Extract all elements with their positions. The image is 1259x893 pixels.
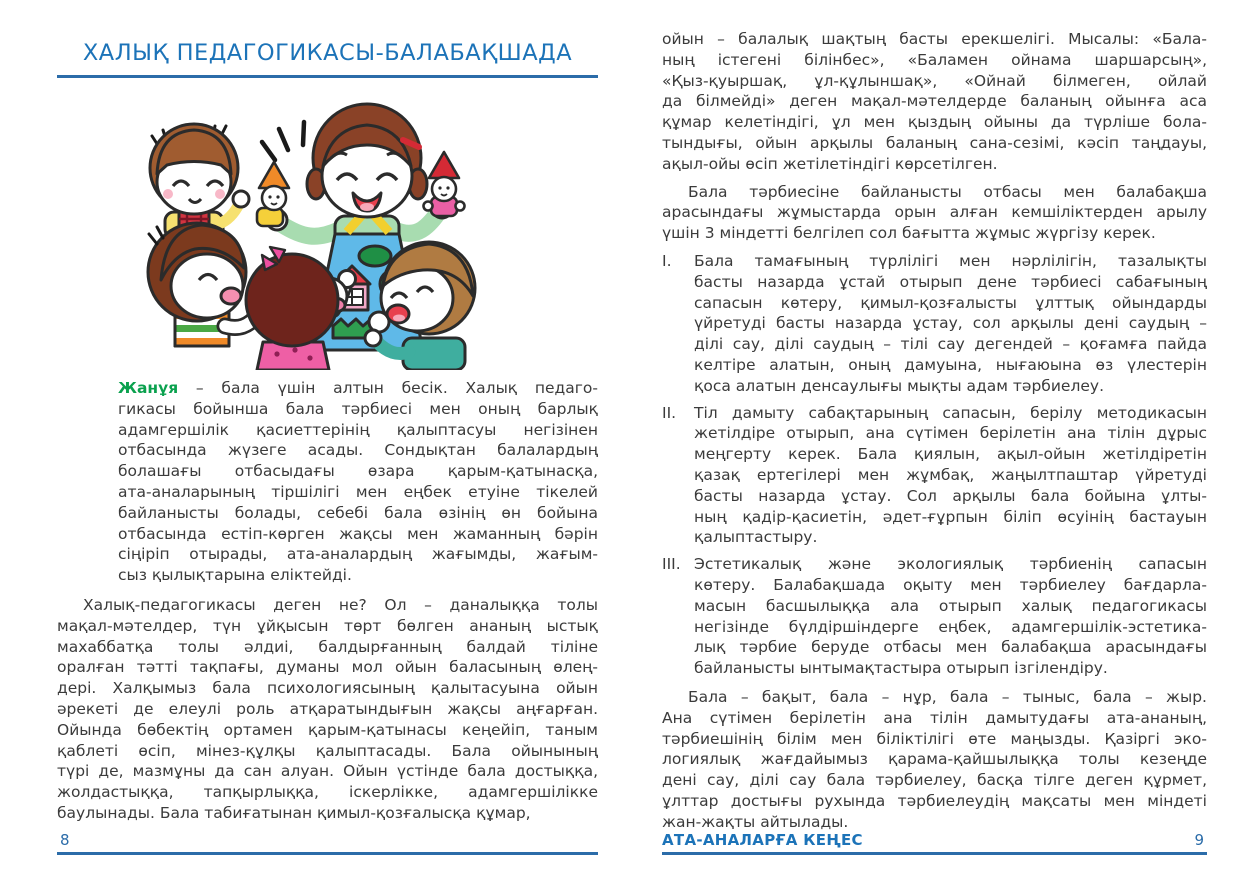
task-item-1-marker: I. (662, 251, 672, 270)
text-line: оралған тәтті тақпағы, думаны мол ойын баласының өлең- (57, 658, 598, 677)
finger-puppet-orange (257, 162, 289, 226)
text-line: ақыл-ойы өсіп жетілетіндігі көрсетілген. (662, 154, 998, 173)
footer-section-label: АТА-АНАЛАРҒА КЕҢЕС (662, 831, 863, 849)
text-line: қаблеті өсіп, мінез-құлқы қалыптасады. Бала ойынының (57, 741, 598, 760)
lead-word: Жанұя (118, 379, 179, 397)
page-title-rule (57, 40, 598, 78)
text-line: баулынады. Бала табиғатынан қимыл-қозғалысқа құмар, (57, 803, 531, 822)
text-line: меңгерту керек. Бала қиялын, ақыл-ойын жетілдіретін (694, 445, 1207, 464)
text-line: масын басшылыққа ала отырып халық педагогикасы (694, 596, 1207, 615)
text-line: қалыптастыру. (694, 528, 818, 547)
page-number-left: 8 (60, 831, 70, 849)
text-line: қазақ ертегілері мен жұмбақ, жаңылтпаштар үйретуді (694, 465, 1207, 484)
page-right (662, 0, 1207, 893)
closing-paragraph (662, 687, 1207, 833)
text-line: адамгершілік қасиеттерінің қалыптасуы негізінен (118, 420, 598, 439)
text-line: логиялық жағдайымыз қарама-қайшылыққа толы кезеңде (662, 750, 1207, 769)
text-line: басты назарда ұстай отырып дене тәрбиесі сабағының (694, 272, 1207, 291)
page-number-right: 9 (1194, 831, 1204, 849)
lead-line-rest: – бала үшін алтын бесік. Халық педаго- (178, 379, 598, 397)
emphasis-strokes (262, 122, 304, 160)
text-line: ділі сау, ділі саудың – тілі сау дегендей – қоғамға пайда (694, 335, 1207, 354)
task-item-2-text (694, 403, 1207, 549)
child-girl-pigtails (150, 124, 249, 238)
footer-right (662, 831, 1207, 855)
task-item-3-text (694, 554, 1207, 679)
footer-left (57, 831, 598, 855)
text-line: Ойында бөбектің ортамен қарым-қатынасы кеңейіп, таным (57, 720, 598, 739)
text-line: отбасында жүзеге асады. Сондықтан балалардың (118, 441, 598, 460)
text-line: сіңіріп отырады, ата-аналардың жағымды, жағым- (118, 545, 598, 564)
task-item-3-marker: III. (662, 555, 681, 574)
task-item-2-marker: II. (662, 403, 677, 422)
text-line: Бала тәрбиесіне байланысты отбасы мен балабақша (688, 182, 1207, 201)
text-line: Эстетикалық және экологиялық тәрбиенің сапасын (694, 555, 1207, 574)
text-line: басты назарда ұстау. Сол арқылы бала бойына ұлты- (694, 486, 1207, 505)
text-line: негізінде бүлдіршіндерге еңбек, адамгершілік-эстетика- (694, 617, 1207, 636)
text-line: «Қыз-қуыршақ, ұл-құлыншақ», «Ойнай білмеген, ойлай (662, 71, 1207, 90)
text-line: байланысты ынтымақтастыра отырып ізгілендіру. (694, 659, 1108, 678)
text-line: дені сау, ділі сау бала тәрбиелеу, басқа тілге деген құрмет, (662, 771, 1207, 790)
family-paragraph (118, 378, 598, 586)
tasks-intro-paragraph (662, 182, 1207, 244)
text-line: көтеру. Балабақшада оқыту мен тәрбиелеу бағдарла- (694, 575, 1207, 594)
text-line: махаббатқа толы әлдиі, балдырғанның балдай тіліне (57, 637, 598, 656)
text-line: әрекеті де елеулі роль атқаратындығын жақсы аңғарған. (57, 699, 598, 718)
text-line: арасындағы жұмыстарда орын алған кемшіліктерден арылу (662, 203, 1207, 222)
task-item-2 (662, 403, 1207, 549)
text-line (118, 378, 598, 399)
text-line: үйретуді басты назарда ұстау, сол арқылы дені саудың – (694, 314, 1207, 333)
text-line: да білмейді» деген мақал-мәтелдерде баланың ойынға аса (662, 92, 1207, 111)
task-item-1-text (694, 251, 1207, 397)
text-line: Бала – бақыт, бала – нұр, бала – тыныс, бала – жыр. (688, 687, 1207, 706)
text-line: ойын – балалық шақтың басты ерекшелігі. Мысалы: «Бала- (662, 30, 1207, 48)
text-line: келтіре алатын, оның дамуына, нығаюына өз үлестерін (694, 355, 1207, 374)
text-line: Тіл дамыту сабақтарының сапасын, берілу методикасын (694, 403, 1207, 422)
text-line: ның істегені білінбес», «Баламен ойнама шаршарсың», (662, 50, 1207, 69)
text-line: ата-аналарының тіршілігі мен еңбек етуіне тікелей (118, 482, 598, 501)
task-item-3 (662, 554, 1207, 679)
right-text-column (662, 29, 1207, 839)
text-line: қоса алатын денсаулығы мықты адам тәрбиелеу. (694, 376, 1105, 395)
text-line: ның қадір-қасиетін, әдет-ғұрпын біліп өсуінің бастауын (694, 507, 1207, 526)
text-line: болашағы отбасыдағы өзара қарым-қатынасқа, (118, 462, 598, 481)
task-item-1 (662, 251, 1207, 397)
text-line: жан-жақты айтылады. (662, 812, 849, 831)
folk-pedagogy-paragraph (57, 595, 598, 824)
kindergarten-illustration (107, 98, 551, 370)
text-line: лық тәрбие беруде отбасы мен балабақша арасындағы (694, 638, 1207, 657)
text-line: Ана сүтімен берілетін ана тілін дамытудағы ата-ананың, (662, 708, 1207, 727)
text-line: сыз қылықтарына еліктейді. (118, 566, 352, 585)
page-title: ХАЛЫҚ ПЕДАГОГИКАСЫ-БАЛАБАҚШАДА (82, 40, 573, 66)
text-line: тәрбиешінің білім мен біліктілігі өте маңызды. Қазіргі эко- (662, 729, 1207, 748)
text-line: үшін 3 міндетті белгілеп сол бағытта жұмыс жүргізу керек. (662, 224, 1156, 243)
text-line: құмар келетіндігі, ұл мен қыздың ойыны да түрліше бола- (662, 113, 1207, 132)
text-line: Бала тамағының түрлілігі мен нәрлілігін, тазалықты (694, 251, 1207, 270)
text-line: Халық-педагогикасы деген не? Ол – даналыққа толы (83, 596, 598, 614)
text-line: тындығы, ойын арқылы баланың сана-сезімі, кәсіп таңдауы, (662, 133, 1207, 152)
text-line: байланысты болады, себебі бала өзінің өн бойына (118, 503, 598, 522)
text-line: ұлттар достығы рухында тәрбиелеудің мақсаты мен міндеті (662, 791, 1207, 810)
text-line: түрі де, мазмұны да сан алуан. Ойын үстінде бала достыққа, (57, 762, 598, 781)
text-line: мақал-мәтелдер, түн ұйқысын төрт бөлген ананың ыстық (57, 616, 598, 635)
text-line: гикасы бойынша бала тәрбиесі мен оның барлық (118, 399, 598, 418)
page-left (57, 0, 598, 893)
play-paragraph (662, 29, 1207, 175)
text-line: жолдастыққа, тапқырлыққа, іскерлікке, адамгершілікке (57, 783, 598, 802)
finger-puppet-pink (424, 152, 465, 216)
text-line: дері. Халқымыз бала психологиясының қалытасуына ойын (57, 679, 598, 698)
text-line: отбасында естіп-көрген жақсы мен жаманның бәрін (118, 524, 598, 543)
text-line: сапасын көтеру, қимыл-қозғалысты ұлттық ойындарды (694, 293, 1207, 312)
text-line: жетілдіре отырып, ана сүтімен берілетін ана тілін дұрыс (694, 424, 1207, 443)
family-paragraph-lines (118, 399, 598, 586)
